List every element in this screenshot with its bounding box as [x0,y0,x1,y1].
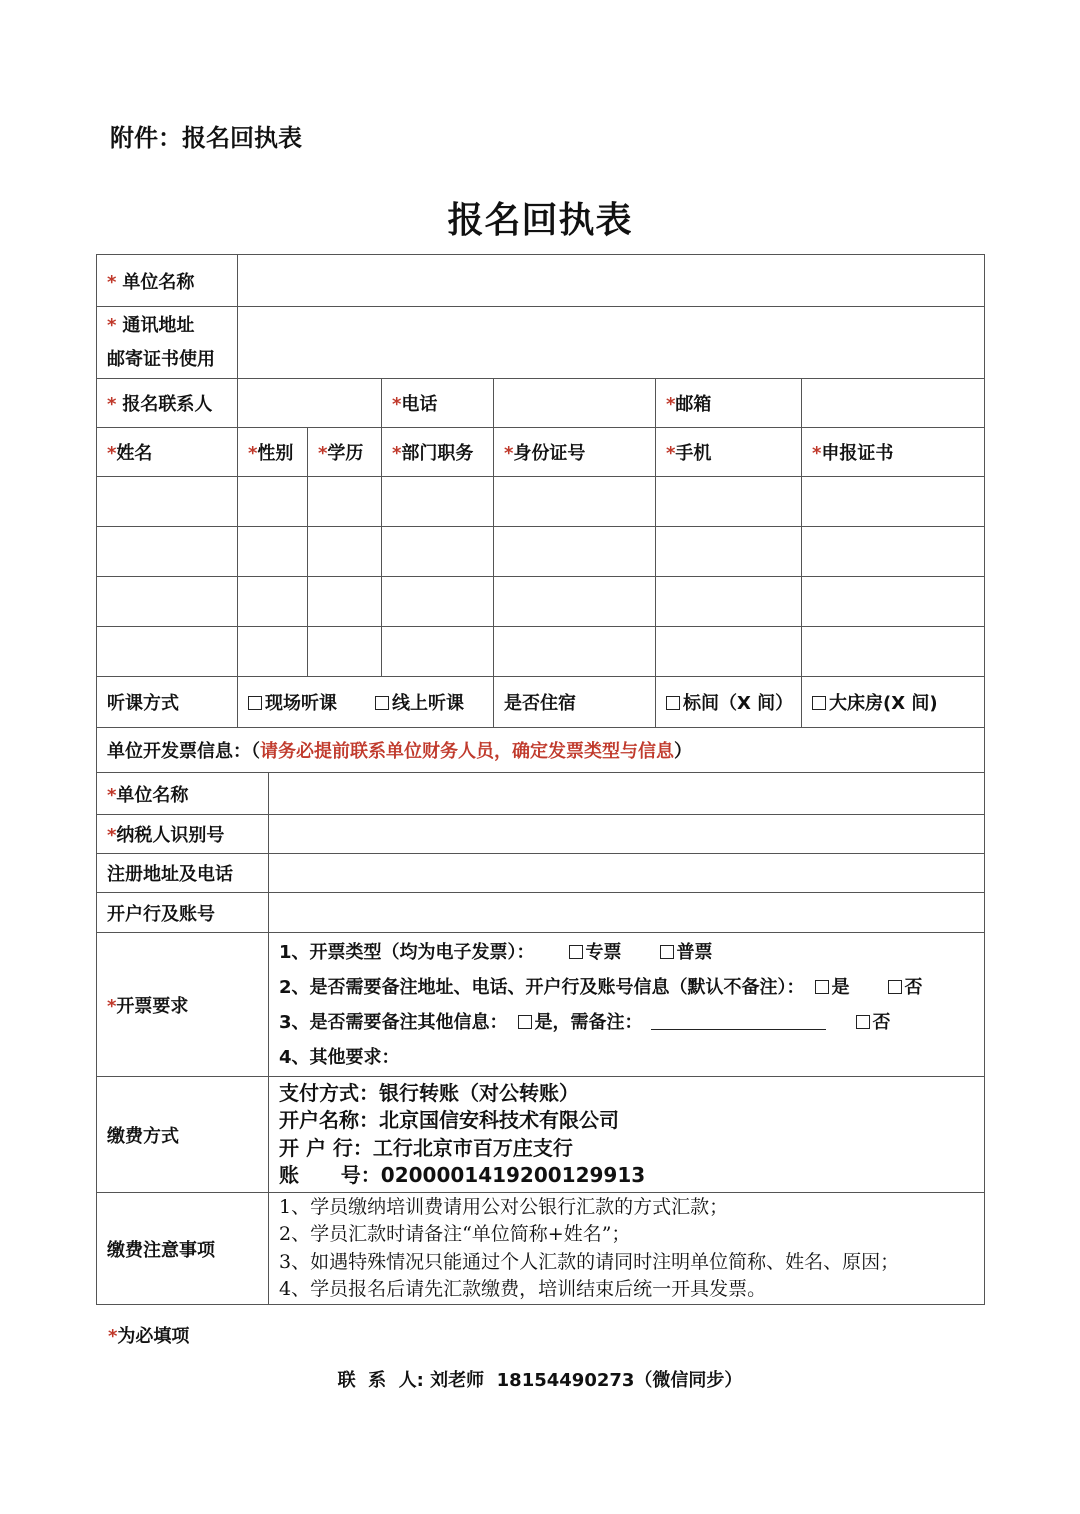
cell-input[interactable] [97,477,238,527]
notes-row [97,1193,985,1305]
listen-row [97,677,985,728]
col-gender: *性别 [238,428,308,477]
cell-input[interactable] [802,477,985,527]
invoice-table [96,727,985,1305]
email-field[interactable] [802,379,985,428]
cell-input[interactable] [308,627,382,677]
contact-person-label: * 报名联系人 [97,379,238,428]
reg-address-field[interactable] [269,854,985,893]
other-remark-no-option[interactable]: 否 [856,1012,891,1033]
remark-yes-option[interactable]: 是 [815,970,850,1005]
phone-field[interactable] [494,379,656,428]
cell-input[interactable] [308,527,382,577]
checkbox-icon[interactable] [569,945,583,959]
cell-input[interactable] [382,627,494,677]
cell-input[interactable] [656,477,802,527]
req-line-1: 1、开票类型（均为电子发票）： 专票 普票 [279,935,974,970]
invoice-unit-field[interactable] [269,773,985,815]
unit-name-label: * 单位名称 [97,255,238,307]
invoice-unit-label: *单位名称 [97,773,269,815]
payment-line: 开 户 行：工行北京市百万庄支行 [279,1135,573,1160]
cell-input[interactable] [238,527,308,577]
cell-input[interactable] [308,577,382,627]
cell-input[interactable] [238,477,308,527]
unit-name-field[interactable] [238,255,985,307]
invoice-unit-row [97,773,985,815]
listen-label: 听课方式 [97,677,238,728]
cell-input[interactable] [382,577,494,627]
address-field[interactable] [238,307,985,379]
contact-info: 联 系 人: 刘老师 18154490273（微信同步） [337,1370,743,1391]
cell-input[interactable] [656,527,802,577]
reg-address-label: 注册地址及电话 [97,854,269,893]
table-row [97,577,985,627]
contact-row [97,379,985,428]
taxpayer-row [97,815,985,854]
checkbox-icon[interactable] [518,1015,532,1029]
col-department: *部门职务 [382,428,494,477]
onsite-option[interactable]: 现场听课 [248,689,337,715]
checkbox-icon[interactable] [812,696,826,710]
phone-label: *电话 [382,379,494,428]
invoice-header: 单位开发票信息：（请务必提前联系单位财务人员，确定发票类型与信息） [97,728,985,773]
cell-input[interactable] [802,627,985,677]
notes-label: 缴费注意事项 [97,1193,269,1305]
checkbox-icon[interactable] [815,980,829,994]
cell-input[interactable] [382,477,494,527]
form-title: 报名回执表 [447,200,633,241]
payment-content [269,1077,985,1193]
col-name: *姓名 [97,428,238,477]
req-line-3: 3、是否需要备注其他信息： 是，需备注： 否 [279,1011,891,1033]
cell-input[interactable] [656,577,802,627]
payment-label: 缴费方式 [97,1077,269,1193]
cell-input[interactable] [802,527,985,577]
checkbox-icon[interactable] [660,945,674,959]
table-row [97,627,985,677]
cell-input[interactable] [97,627,238,677]
registration-table [96,254,985,728]
cell-input[interactable] [238,627,308,677]
required-footnote: *为必填项 [108,1326,190,1347]
king-room-option[interactable]: 大床房(X 间) [802,677,985,728]
taxpayer-field[interactable] [269,815,985,854]
address-label: * 通讯地址 邮寄证书使用 [97,307,238,379]
cell-input[interactable] [494,477,656,527]
bank-account-row [97,893,985,933]
cell-input[interactable] [97,577,238,627]
note-line: 1、学员缴纳培训费请用公对公银行汇款的方式汇款； [279,1195,729,1218]
notes-content [269,1193,985,1305]
note-line: 3、如遇特殊情况只能通过个人汇款的请同时注明单位简称、姓名、原因； [279,1250,900,1273]
note-line: 4、学员报名后请先汇款缴费，培训结束后统一开具发票。 [279,1278,767,1300]
attachment-label: 附件：报名回执表 [110,124,302,152]
req-line-4: 4、其他要求： [279,1046,400,1068]
cell-input[interactable] [802,577,985,627]
standard-room-option[interactable]: 标间（X 间） [656,677,802,728]
cell-input[interactable] [382,527,494,577]
invoice-req-label: *开票要求 [97,933,269,1077]
payment-line: 开户名称：北京国信安科技术有限公司 [279,1108,619,1132]
checkbox-icon[interactable] [666,696,680,710]
table-row [97,527,985,577]
col-id-number: *身份证号 [494,428,656,477]
cell-input[interactable] [97,527,238,577]
cell-input[interactable] [238,577,308,627]
col-certificate: *申报证书 [802,428,985,477]
cell-input[interactable] [308,477,382,527]
taxpayer-label: *纳税人识别号 [97,815,269,854]
remark-blank-line[interactable] [651,1011,826,1030]
online-option[interactable]: 线上听课 [375,693,464,714]
checkbox-icon[interactable] [375,696,389,710]
invoice-req-row [97,933,985,1077]
cell-input[interactable] [494,577,656,627]
cell-input[interactable] [494,527,656,577]
invoice-header-row [97,728,985,773]
email-label: *邮箱 [656,379,802,428]
listen-options [238,677,494,728]
remark-no-option[interactable]: 否 [888,977,923,998]
checkbox-icon[interactable] [856,1015,870,1029]
other-remark-yes-option[interactable]: 是，需备注： [518,1012,643,1033]
req-line-2: 2、是否需要备注地址、电话、开户行及账号信息（默认不备注）： 是 否 [279,970,974,1005]
reg-address-row [97,854,985,893]
bank-account-field[interactable] [269,893,985,933]
col-education: *学历 [308,428,382,477]
lodging-label: 是否住宿 [494,677,656,728]
special-invoice-option[interactable]: 专票 [569,935,622,970]
bank-account-label: 开户行及账号 [97,893,269,933]
cell-input[interactable] [494,627,656,677]
address-row [97,307,985,379]
table-row [97,477,985,527]
note-line: 2、学员汇款时请备注“单位简称+姓名”； [279,1223,631,1245]
checkbox-icon[interactable] [888,980,902,994]
col-mobile: *手机 [656,428,802,477]
payment-line: 账 号：0200001419200129913 [279,1163,646,1187]
unit-name-row [97,255,985,307]
payment-row [97,1077,985,1193]
payment-line: 支付方式：银行转账（对公转账） [279,1080,579,1105]
cell-input[interactable] [656,627,802,677]
column-header-row [97,428,985,477]
checkbox-icon[interactable] [248,696,262,710]
contact-person-field[interactable] [238,379,382,428]
invoice-req-content [269,933,985,1077]
normal-invoice-option[interactable]: 普票 [660,942,713,963]
